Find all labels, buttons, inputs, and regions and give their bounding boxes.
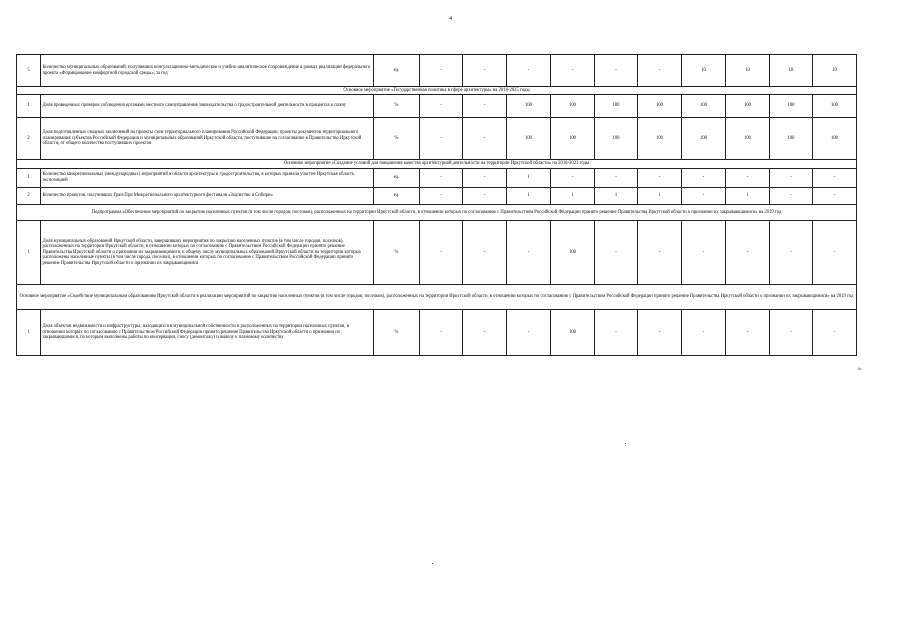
value-cell: - [551, 169, 595, 188]
value-cell: - [595, 221, 638, 285]
section-row [17, 87, 857, 95]
value-cell: - [682, 310, 726, 356]
table-row [17, 95, 857, 118]
indicator-name: Доля муниципальных образований Иркутской области, завершивших мероприятия по закрытию населенных пунктов (в том числе городов, поселков), расположенных на территории Иркутской области, в отношении которых по согласованию с Правительством Российской Федерации принято решение Правительства Иркутской области о признании их закрывающимися, к общему числу муниципальных образований Иркутской области на территории которых расположены населенные пункты (в том числе города, поселки), в отношении которых по согласованию с Правительством Российской Федерации принято решение Правительства Иркутской области о признании их закрывающимися [41, 221, 374, 285]
table-row [17, 221, 857, 285]
value-cell: 100 [770, 95, 813, 118]
value-cell: 100 [507, 95, 551, 118]
value-cell: - [463, 188, 507, 205]
value-cell: 1 [638, 188, 682, 205]
row-number: 1 [17, 310, 41, 356]
value-cell: - [507, 221, 551, 285]
value-cell: - [726, 310, 770, 356]
indicator-name: Количество муниципальных образований, получивших консультационно-методическое и учебно-аналитическое сопровождение в рамках реализации федерального проекта «Формирование комфортной городской среды», за год [41, 55, 374, 87]
value-cell: 10 [726, 55, 770, 87]
value-cell: - [813, 221, 857, 285]
closing-quote: ». [858, 366, 863, 372]
row-number: 1 [17, 95, 41, 118]
value-cell: 100 [682, 118, 726, 160]
value-cell: - [682, 221, 726, 285]
row-number: 1 [17, 221, 41, 285]
value-cell: - [813, 310, 857, 356]
row-number: 5 [17, 55, 41, 87]
value-cell: - [813, 188, 857, 205]
value-cell: - [420, 118, 463, 160]
value-cell: - [420, 55, 463, 87]
value-cell: 100 [638, 95, 682, 118]
section-title: Подпрограмма «Обеспечение мероприятий по закрытию населенных пунктов (в том числе городов, поселков), расположенных на территории Иркутской области, в отношении которых по согласованию с Правительством Российской Федерации принято решение Правительства Иркутской области о признании их закрывающимися» на 2019 год [17, 205, 857, 221]
value-cell: 100 [595, 118, 638, 160]
value-cell: 1 [507, 188, 551, 205]
value-cell: - [507, 310, 551, 356]
unit-cell: ед. [374, 188, 420, 205]
unit-cell: % [374, 310, 420, 356]
value-cell: - [682, 188, 726, 205]
unit-cell: % [374, 95, 420, 118]
value-cell: 100 [770, 118, 813, 160]
table-row [17, 310, 857, 356]
unit-cell: % [374, 221, 420, 285]
table-row [17, 55, 857, 87]
value-cell: - [682, 169, 726, 188]
value-cell: - [813, 169, 857, 188]
value-cell: - [595, 310, 638, 356]
table-row [17, 118, 857, 160]
value-cell: - [463, 55, 507, 87]
value-cell: - [420, 169, 463, 188]
value-cell: - [770, 188, 813, 205]
value-cell: - [638, 169, 682, 188]
value-cell: - [463, 221, 507, 285]
value-cell: - [638, 55, 682, 87]
table-row [17, 188, 857, 205]
row-number: 2 [17, 118, 41, 160]
value-cell: - [726, 221, 770, 285]
value-cell: 10 [813, 55, 857, 87]
value-cell: 100 [638, 118, 682, 160]
value-cell: - [420, 95, 463, 118]
value-cell: 100 [682, 95, 726, 118]
value-cell: - [770, 221, 813, 285]
value-cell: 100 [726, 118, 770, 160]
value-cell: - [420, 221, 463, 285]
unit-cell: ед. [374, 169, 420, 188]
value-cell: 100 [551, 310, 595, 356]
value-cell: - [638, 221, 682, 285]
value-cell: 100 [813, 118, 857, 160]
table-row [17, 169, 857, 188]
scan-speck [625, 443, 626, 444]
section-row [17, 205, 857, 221]
indicator-name: Доля подготовленных сводных заключений на проекты схем территориального планирования Российской Федерации, проекты документов территориального планирования субъектов Российской Федерации и муниципальных образований Иркутской области, поступившие на согласование в Правительство Иркутской области, от общего количества поступивших проектов [41, 118, 374, 160]
value-cell: - [595, 169, 638, 188]
value-cell: - [770, 310, 813, 356]
value-cell: - [770, 169, 813, 188]
value-cell: - [551, 55, 595, 87]
row-number: 1 [17, 169, 41, 188]
page-number: 4 [449, 16, 452, 22]
value-cell: 1 [551, 188, 595, 205]
indicators-table [16, 54, 857, 356]
scan-speck [432, 563, 433, 564]
value-cell: - [638, 310, 682, 356]
value-cell: - [507, 55, 551, 87]
value-cell: 1 [726, 188, 770, 205]
value-cell: 100 [595, 95, 638, 118]
indicator-name: Количество межрегиональных (международных) мероприятий в области архитектуры и градостроительства, в которых приняла участие Иркутская область экспозицией [41, 169, 374, 188]
indicator-name: Количество проектов, получивших Гран-При Межрегионального архитектурного фестиваля «Зодчество в Сибири» [41, 188, 374, 205]
value-cell: 10 [682, 55, 726, 87]
value-cell: - [726, 169, 770, 188]
unit-cell: % [374, 118, 420, 160]
value-cell: 1 [507, 169, 551, 188]
value-cell: - [595, 55, 638, 87]
value-cell: - [420, 310, 463, 356]
indicator-name: Доля проведенных проверок соблюдения органами местного самоуправления законодательства о градостроительной деятельности в процентах к плану [41, 95, 374, 118]
section-row [17, 160, 857, 169]
value-cell: 100 [813, 95, 857, 118]
unit-cell: ед. [374, 55, 420, 87]
value-cell: 1 [595, 188, 638, 205]
value-cell: 100 [551, 95, 595, 118]
row-number: 2 [17, 188, 41, 205]
value-cell: 100 [551, 221, 595, 285]
value-cell: 100 [507, 118, 551, 160]
value-cell: - [463, 310, 507, 356]
value-cell: - [420, 188, 463, 205]
indicator-name: Доля объектов недвижимости и инфраструктуры, находящихся в муниципальной собственности и расположенных на территории населенных пунктов, в отношении которых по согласованию с Правительством Российской Федерации принято решение Правительства Иркутской области о признании их закрывающимися, по которым выполнены работы по консервации, сносу (демонтажу) и вывозу к плановому количеству [41, 310, 374, 356]
value-cell: - [463, 95, 507, 118]
section-title: Основное мероприятие «Создание условий для повышения качества архитектурной деятельности на территории Иркутской области» на 2018-2023 годы [17, 160, 857, 169]
value-cell: 100 [726, 95, 770, 118]
value-cell: - [463, 169, 507, 188]
section-title: Основное мероприятие «Государственная политика в сфере архитектуры» на 2018-2025 годы [17, 87, 857, 95]
section-row [17, 285, 857, 310]
section-title: Основное мероприятие «Содействие муниципальным образованиям Иркутской области в реализации мероприятий по закрытию населенных пунктов (в том числе городов, поселков), расположенных на территории Иркутской области, в отношении которых по согласованию с Правительством Российской Федерации принято решение Правительства Иркутской области о признании их закрывающимися» на 2019 год [17, 285, 857, 310]
value-cell: 10 [770, 55, 813, 87]
value-cell: - [463, 118, 507, 160]
value-cell: 100 [551, 118, 595, 160]
